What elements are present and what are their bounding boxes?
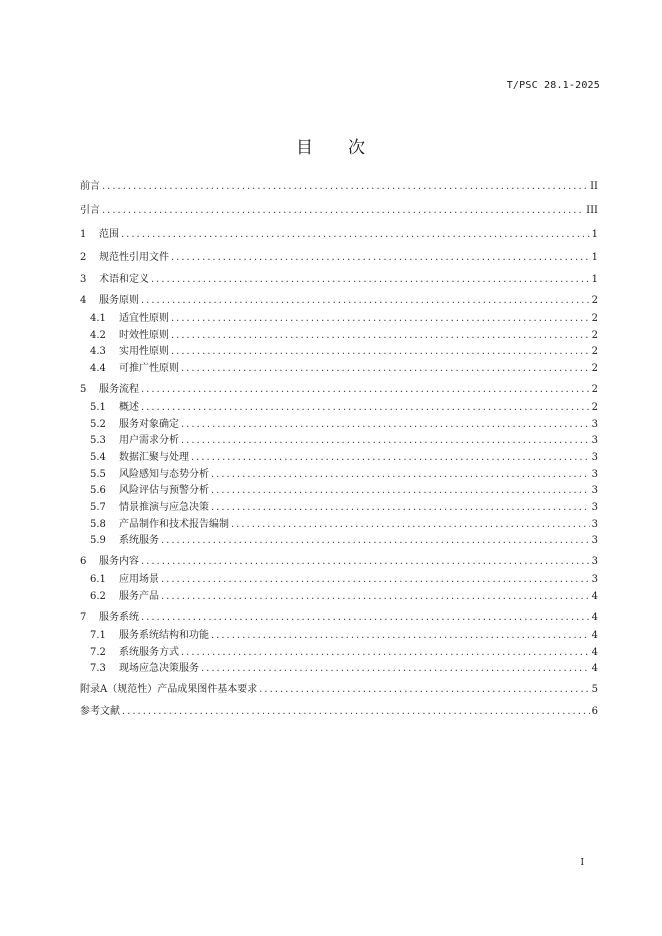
- toc-entry-label: 规范性引用文件: [99, 252, 169, 263]
- toc-leader-dots: [181, 435, 590, 447]
- toc-entry-label: 时效性原则: [119, 330, 169, 341]
- toc-leader-dots: [141, 384, 590, 396]
- toc-entry-page: 1: [591, 252, 598, 263]
- toc-entry[interactable]: [80, 274, 598, 286]
- toc-entry-label: 参考文献: [80, 706, 120, 717]
- toc-leader-dots: [122, 706, 590, 718]
- toc-leader-dots: [259, 684, 589, 696]
- toc-leader-dots: [171, 346, 590, 358]
- toc-entry-number: 5.7: [90, 502, 106, 513]
- toc-entry-label: 服务系统结构和功能: [119, 630, 209, 641]
- toc-entry[interactable]: [80, 419, 598, 431]
- toc-entry[interactable]: [80, 630, 598, 642]
- toc-entry-page: 6: [591, 706, 598, 717]
- toc-entry[interactable]: [80, 663, 598, 675]
- toc-entry-number: 2: [80, 252, 87, 263]
- toc-entry[interactable]: [80, 485, 598, 497]
- toc-entry-number: 4: [80, 295, 87, 306]
- toc-entry-page: 3: [591, 535, 598, 546]
- toc-entry-page: 4: [591, 663, 598, 674]
- toc-entry[interactable]: [80, 452, 598, 464]
- toc-leader-dots: [161, 535, 590, 547]
- toc-leader-dots: [211, 469, 590, 481]
- toc-entry-label: 现场应急决策服务: [119, 663, 199, 674]
- toc-entry-number: 7: [80, 612, 87, 623]
- toc-entry-label: 服务原则: [99, 295, 139, 306]
- toc-entry-number: 6: [80, 556, 87, 567]
- toc-leader-dots: [171, 313, 590, 325]
- toc-leader-dots: [141, 402, 590, 414]
- toc-entry[interactable]: [80, 181, 598, 193]
- toc-entry-label: 前言: [80, 181, 100, 192]
- toc-entry-label: 产品制作和技术报告编制: [119, 519, 229, 530]
- toc-leader-dots: [161, 591, 590, 603]
- toc-entry-label: 术语和定义: [99, 274, 149, 285]
- toc-leader-dots: [161, 574, 590, 586]
- toc-entry-label: 服务系统: [99, 612, 139, 623]
- toc-entry-page: 1: [591, 229, 598, 240]
- toc-entry-number: 6.1: [90, 574, 106, 585]
- toc-title-part1: 目: [296, 138, 314, 158]
- toc-entry-label: 适宜性原则: [119, 313, 169, 324]
- toc-entry-page: 3: [591, 556, 598, 567]
- toc-entry-number: 5.3: [90, 435, 106, 446]
- toc-entry-page: 2: [591, 313, 598, 324]
- toc-entry[interactable]: [80, 252, 598, 264]
- toc-entry[interactable]: [80, 229, 598, 241]
- toc-entry[interactable]: [80, 556, 598, 568]
- toc-entry[interactable]: [80, 469, 598, 481]
- toc-entry-number: 5.4: [90, 452, 106, 463]
- toc-entry[interactable]: [80, 384, 598, 396]
- toc-entry-page: II: [590, 181, 598, 192]
- toc-entry-label: 数据汇聚与处理: [119, 452, 189, 463]
- toc-entry-number: 5.6: [90, 485, 106, 496]
- toc-entry-number: 4.1: [90, 313, 106, 324]
- toc-entry-number: 3: [80, 274, 87, 285]
- toc-entry-number: 5.2: [90, 419, 106, 430]
- toc-leader-dots: [141, 612, 590, 624]
- toc-entry-label: 应用场景: [119, 574, 159, 585]
- toc-entry[interactable]: [80, 684, 598, 696]
- toc-entry[interactable]: [80, 612, 598, 624]
- toc-entry[interactable]: [80, 591, 598, 603]
- toc-entry[interactable]: [80, 313, 598, 325]
- toc-entry-number: 5.9: [90, 535, 106, 546]
- toc-entry-page: 2: [591, 330, 598, 341]
- toc-leader-dots: [181, 647, 590, 659]
- toc-entry-label: 可推广性原则: [119, 363, 179, 374]
- toc-entry-label: 系统服务: [119, 535, 159, 546]
- toc-entry-page: 4: [591, 630, 598, 641]
- toc-entry-page: 4: [591, 612, 598, 623]
- toc-entry-page: 3: [591, 452, 598, 463]
- toc-entry[interactable]: [80, 346, 598, 358]
- toc-entry-label: 服务内容: [99, 556, 139, 567]
- toc-leader-dots: [231, 519, 590, 531]
- toc-entry-number: 1: [80, 229, 87, 240]
- toc-entry[interactable]: [80, 647, 598, 659]
- toc-entry-page: 3: [591, 485, 598, 496]
- toc-entry[interactable]: [80, 295, 598, 307]
- toc-leader-dots: [191, 452, 590, 464]
- toc-title: [0, 133, 662, 158]
- toc-leader-dots: [102, 205, 584, 217]
- toc-leader-dots: [211, 630, 590, 642]
- toc-entry[interactable]: [80, 519, 598, 531]
- toc-entry-page: 2: [591, 384, 598, 395]
- toc-entry[interactable]: [80, 330, 598, 342]
- toc-entry[interactable]: [80, 363, 598, 375]
- toc-entry-number: 5: [80, 384, 87, 395]
- document-code: T/PSC 28.1-2025: [506, 80, 600, 91]
- toc-entry-label: 风险感知与态势分析: [119, 469, 209, 480]
- toc-entry-number: 7.3: [90, 663, 106, 674]
- toc-entry[interactable]: [80, 435, 598, 447]
- toc-entry-number: 5.8: [90, 519, 106, 530]
- toc-entry-page: 3: [591, 502, 598, 513]
- toc-leader-dots: [171, 252, 590, 264]
- toc-leader-dots: [151, 274, 590, 286]
- toc-entry-page: 3: [591, 419, 598, 430]
- toc-entry-label: 服务对象确定: [119, 419, 179, 430]
- toc-entry-label: 情景推演与应急决策: [119, 502, 209, 513]
- toc-entry-number: 7.1: [90, 630, 106, 641]
- toc-entry-label: 引言: [80, 205, 100, 216]
- toc-entry-number: 4.4: [90, 363, 106, 374]
- toc-entry-page: 2: [591, 363, 598, 374]
- toc-leader-dots: [121, 229, 590, 241]
- toc-entry-label: 概述: [119, 402, 139, 413]
- toc-entry-number: 5.5: [90, 469, 106, 480]
- toc-entry[interactable]: [80, 706, 598, 718]
- toc-entry-page: 2: [591, 402, 598, 413]
- toc-entry-page: 5: [591, 684, 598, 695]
- toc-leader-dots: [211, 502, 590, 514]
- toc-entry-label: 范围: [99, 229, 119, 240]
- toc-entry[interactable]: [80, 574, 598, 586]
- toc-entry-number: 4.2: [90, 330, 106, 341]
- toc-title-part2: 次: [348, 138, 366, 158]
- toc-entry-number: 6.2: [90, 591, 106, 602]
- page-number: I: [580, 858, 584, 868]
- toc-entry-label: 实用性原则: [119, 346, 169, 357]
- toc-entry-page: 3: [591, 574, 598, 585]
- toc-entry[interactable]: [80, 205, 598, 217]
- toc-entry-page: 4: [591, 591, 598, 602]
- toc-entry-label: 用户需求分析: [119, 435, 179, 446]
- toc-entry-page: 3: [591, 519, 598, 530]
- toc-entry-label: 附录A（规范性）产品成果图件基本要求: [80, 684, 258, 695]
- toc-entry-page: 3: [591, 435, 598, 446]
- toc-entry-page: 4: [591, 647, 598, 658]
- toc-leader-dots: [171, 330, 590, 342]
- toc-entry-number: 7.2: [90, 647, 106, 658]
- toc-leader-dots: [181, 363, 590, 375]
- toc-leader-dots: [141, 295, 590, 307]
- toc-entry-label: 系统服务方式: [119, 647, 179, 658]
- toc-entry[interactable]: [80, 402, 598, 414]
- toc-entry-page: 1: [591, 274, 598, 285]
- toc-entry-number: 5.1: [90, 402, 106, 413]
- toc-entry-page: 3: [591, 469, 598, 480]
- toc-leader-dots: [141, 556, 590, 568]
- toc-entry[interactable]: [80, 502, 598, 514]
- toc-entry[interactable]: [80, 535, 598, 547]
- toc-entry-label: 服务产品: [119, 591, 159, 602]
- toc-leader-dots: [102, 181, 588, 193]
- toc-entry-page: 2: [591, 295, 598, 306]
- toc-leader-dots: [201, 663, 590, 675]
- toc-entry-page: III: [586, 205, 598, 216]
- toc-entry-label: 风险评估与预警分析: [119, 485, 209, 496]
- toc-entry-page: 2: [591, 346, 598, 357]
- toc-entry-label: 服务流程: [99, 384, 139, 395]
- toc-leader-dots: [211, 485, 590, 497]
- toc-entry-number: 4.3: [90, 346, 106, 357]
- toc-leader-dots: [181, 419, 590, 431]
